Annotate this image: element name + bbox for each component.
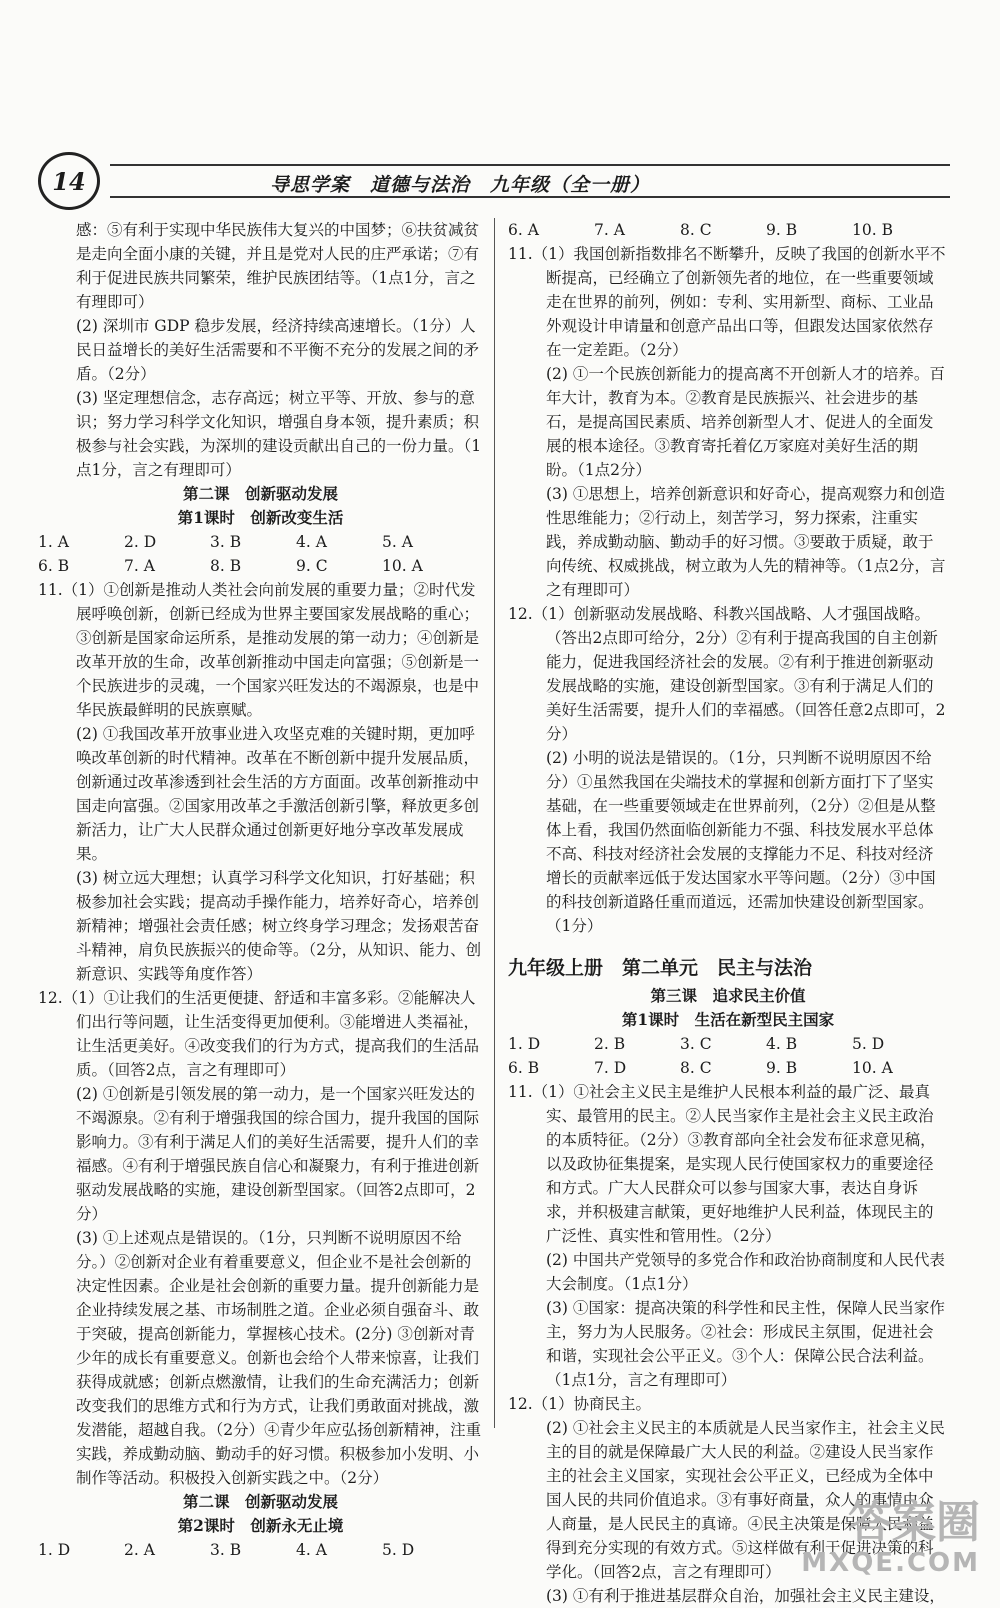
section-heading: 第2课时 创新永无止境 <box>177 1516 344 1535</box>
watermark-url: MXQE.COM <box>801 1548 980 1578</box>
answer-item: 1. A <box>38 533 69 551</box>
answer-paragraph: (3) ①上述观点是错误的。（1分，只判断不说明原因不给分。）②创新对企业有着重要意义，但企业不是社会创新的决定性因素。企业是社会创新的重要力量。提升创新能力是企业持续发展之基、市场制胜之道。企业必须自强奋斗、敢于突破，提高创新能力，掌握核心技术。(2分) ③创新对青少年的成长有重要意义。创新也会给个人带来惊喜，让我们获得成就感；创新点燃激情，让我们的生命充满活力；创新改变我们的思维方式和行为方式，让我们勇敢面对挑战，激发潜能，超越自我。（2分）④青少年应弘扬创新精神，注重实践，养成勤动脑、勤动手的好习惯。积极参加小发明、小制作等活动。积极投入创新实践之中。（2分） <box>76 1229 482 1487</box>
answer-row <box>38 554 483 578</box>
answer-paragraph: (2) 小明的说法是错误的。（1分，只判断不说明原因不给分）①虽然我国在尖端技术的掌握和创新方面打下了坚实基础，在一些重要领域走在世界前列，（2分）②但是从整体上看，我国仍然面临创新能力不强、科技发展水平总体不高、科技对经济社会发展的支撑能力不足、科技对经济增长的贡献率远低于发达国家水平等问题。（2分）③中国的科技创新道路任重而道远，还需加快建设创新型国家。（1分） <box>546 749 936 935</box>
page-number: 14 <box>38 152 100 210</box>
answer-item: 7. A <box>594 221 625 239</box>
section-heading: 第三课 追求民主价值 <box>650 986 806 1005</box>
answer-item: 5. A <box>382 533 413 551</box>
column-divider <box>494 218 495 1428</box>
answer-item: 1. D <box>508 1035 541 1053</box>
watermark-logo <box>801 1498 980 1578</box>
answer-paragraph: 感：⑤有利于实现中华民族伟大复兴的中国梦；⑥扶贫减贫是走向全面小康的关键，并且是党对人民的庄严承诺；⑦有利于促进民族共同繁荣，维护民族团结等。（1点1分，言之有理即可） <box>76 221 480 311</box>
answer-paragraph: (2) ①一个民族创新能力的提高离不开创新人才的培养。百年大计，教育为本。②教育是民族振兴、社会进步的基石，是提高国民素质、培养创新型人才、促进人的全面发展的根本途径。③教育寄托着亿万家庭对美好生活的期盼。（1点2分） <box>546 365 945 479</box>
watermark-text: 答案圈 <box>848 1497 980 1548</box>
answer-item: 2. D <box>124 533 157 551</box>
page-header <box>30 150 950 210</box>
answer-item: 5. D <box>852 1035 885 1053</box>
answer-paragraph: (3) ①国家：提高决策的科学性和民主性，保障人民当家作主，努力为人民服务。②社会：形成民主氛围，促进社会和谐，实现社会公平正义。③个人：保障公民合法利益。（1点1分，言之有理即可） <box>546 1299 945 1389</box>
answer-item: 3. B <box>210 1541 242 1559</box>
answer-item: 8. C <box>680 1059 712 1077</box>
answer-paragraph: (2) 深圳市 GDP 稳步发展，经济持续高速增长。（1分）人民日益增长的美好生活需要和不平衡不充分的发展之间的矛盾。（2分） <box>76 317 480 383</box>
section-heading: 第1课时 生活在新型民主国家 <box>621 1010 835 1029</box>
answer-paragraph: 12.（1）协商民主。 <box>508 1395 652 1413</box>
answer-item: 2. A <box>124 1541 155 1559</box>
answer-item: 2. B <box>594 1035 626 1053</box>
answer-item: 10. A <box>852 1059 893 1077</box>
answer-item: 9. B <box>766 1059 798 1077</box>
answer-paragraph: (2) ①创新是引领发展的第一动力，是一个国家兴旺发达的不竭源泉。②有利于增强我国的综合国力，提升我国的国际影响力。③有利于满足人们的美好生活需要，提升人们的幸福感。④有利于增强民族自信心和凝聚力，有利于推进创新驱动发展战略的实施，建设创新型国家。（回答2点即可，2分） <box>76 1085 480 1223</box>
answer-item: 10. B <box>852 221 893 239</box>
answer-item: 1. D <box>38 1541 71 1559</box>
answer-paragraph: (2) ①社会主义民主的本质就是人民当家作主，社会主义民主的目的就是保障最广大人民的利益。②建设人民当家作主的社会主义国家，实现社会公平正义，已经成为全体中国人民的共同价值追求。③有事好商量，众人的事情由众人商量，是人民民主的真谛。④民主决策是保障人民利益得到充分实现的有效方式。⑤这样做有利于促进决策的科学化。（回答2点，言之有理即可） <box>546 1419 945 1581</box>
answer-paragraph: (3) 坚定理想信念，志存高远；树立平等、开放、参与的意识；努力学习科学文化知识，增强自身本领，提升素质；积极参与社会实践，为深圳的建设贡献出自己的一份力量。（1点1分，言之有理即可） <box>76 389 482 479</box>
answer-paragraph: (3) ①有利于推进基层群众自治，加强社会主义民主建设， <box>546 1587 945 1605</box>
answer-item: 4. A <box>296 1541 327 1559</box>
answer-paragraph: (2) 中国共产党领导的多党合作和政治协商制度和人民代表大会制度。（1点1分） <box>546 1251 945 1293</box>
header-rule <box>110 164 950 166</box>
answer-item: 6. B <box>508 1059 540 1077</box>
answer-row <box>38 530 483 554</box>
header-title: 导思学案 道德与法治 九年级（全一册） <box>270 174 651 196</box>
answer-paragraph: (3) ①思想上，培养创新意识和好奇心，提高观察力和创造性思维能力；②行动上，刻苦学习，努力探索，注重实践，养成勤动脑、勤动手的好习惯。③要敢于质疑，敢于向传统、权威挑战，树立敢为人先的精神等。（1点2分，言之有理即可） <box>546 485 946 599</box>
answer-paragraph: 11.（1）①创新是推动人类社会向前发展的重要力量；②时代发展呼唤创新，创新已经成为世界主要国家发展战略的重心；③创新是国家命运所系，是推动发展的第一动力；④创新是改革开放的生命，改革创新推动中国走向富强；⑤创新是一个民族进步的灵魂，一个国家兴旺发达的不竭源泉，也是中华民族最鲜明的民族禀赋。 <box>38 581 480 719</box>
answer-item: 3. C <box>680 1035 712 1053</box>
answer-paragraph: 11.（1）①社会主义民主是维护人民根本利益的最广泛、最真实、最管用的民主。②人民当家作主是社会主义民主政治的本质特征。（2分）③教育部向全社会发布征求意见稿，以及政协征集提案，是实现人民行使国家权力的重要途径和方式。广大人民群众可以参与国家大事，表达自身诉求，并积极建言献策，更好地维护人民利益，体现民主的广泛性、真实性和管用性。（2分） <box>508 1083 936 1245</box>
answer-paragraph: 11.（1）我国创新指数排名不断攀升，反映了我国的创新水平不断提高，已经确立了创新领先者的地位，在一些重要领域走在世界的前列，例如：专利、实用新型、商标、工业品外观设计申请量和创意产品出口等，但跟发达国家依然存在一定差距。（2分） <box>508 245 946 359</box>
answer-item: 9. C <box>296 557 328 575</box>
answer-item: 7. A <box>124 557 155 575</box>
right-column <box>508 218 948 1608</box>
answer-paragraph: (2) ①我国改革开放事业进入攻坚克难的关键时期，更加呼唤改革创新的时代精神。改革在不断创新中提升发展品质，创新通过改革渗透到社会生活的方方面面。改革创新推动中国走向富强。②国家用改革之手激活创新引擎，释放更多创新活力，让广大人民群众通过创新更好地分享改革发展成果。 <box>76 725 480 863</box>
answer-row <box>508 218 948 242</box>
answer-item: 10. A <box>382 557 423 575</box>
section-heading: 第二课 创新驱动发展 <box>182 484 338 503</box>
section-heading: 第二课 创新驱动发展 <box>182 1492 338 1511</box>
answer-row <box>508 1032 948 1056</box>
answer-paragraph: 12.（1）创新驱动发展战略、科教兴国战略、人才强国战略。（答出2点即可给分，2分）②有利于提高我国的自主创新能力，促进我国经济社会的发展。②有利于推进创新驱动发展战略的实施，建设创新型国家。③有利于满足人们的美好生活需要，提升人们的幸福感。（回答任意2点即可，2分） <box>508 605 946 743</box>
answer-item: 5. D <box>382 1541 415 1559</box>
answer-item: 3. B <box>210 533 242 551</box>
answer-item: 6. A <box>508 221 539 239</box>
answer-item: 4. A <box>296 533 327 551</box>
answer-item: 6. B <box>38 557 70 575</box>
unit-heading: 九年级上册 第二单元 民主与法治 <box>508 957 813 979</box>
left-column <box>38 218 483 1562</box>
answer-row <box>38 1538 483 1562</box>
answer-item: 4. B <box>766 1035 798 1053</box>
answer-paragraph: (3) 树立远大理想；认真学习科学文化知识，打好基础；积极参加社会实践；提高动手操作能力，培养好奇心，培养创新精神；增强社会责任感；树立终身学习理念；发扬艰苦奋斗精神，肩负民族振兴的使命等。（2分，从知识、能力、创新意识、实践等角度作答） <box>76 869 482 983</box>
answer-item: 8. B <box>210 557 242 575</box>
section-heading: 第1课时 创新改变生活 <box>177 508 344 527</box>
answer-item: 8. C <box>680 221 712 239</box>
answer-row <box>508 1056 948 1080</box>
answer-item: 7. D <box>594 1059 627 1077</box>
answer-paragraph: 12.（1）①让我们的生活更便捷、舒适和丰富多彩。②能解决人们出行等问题，让生活变得更加便利。③能增进人类福祉，让生活更美好。④改变我们的行为方式，提高我们的生活品质。（回答2点，言之有理即可） <box>38 989 480 1079</box>
answer-item: 9. B <box>766 221 798 239</box>
